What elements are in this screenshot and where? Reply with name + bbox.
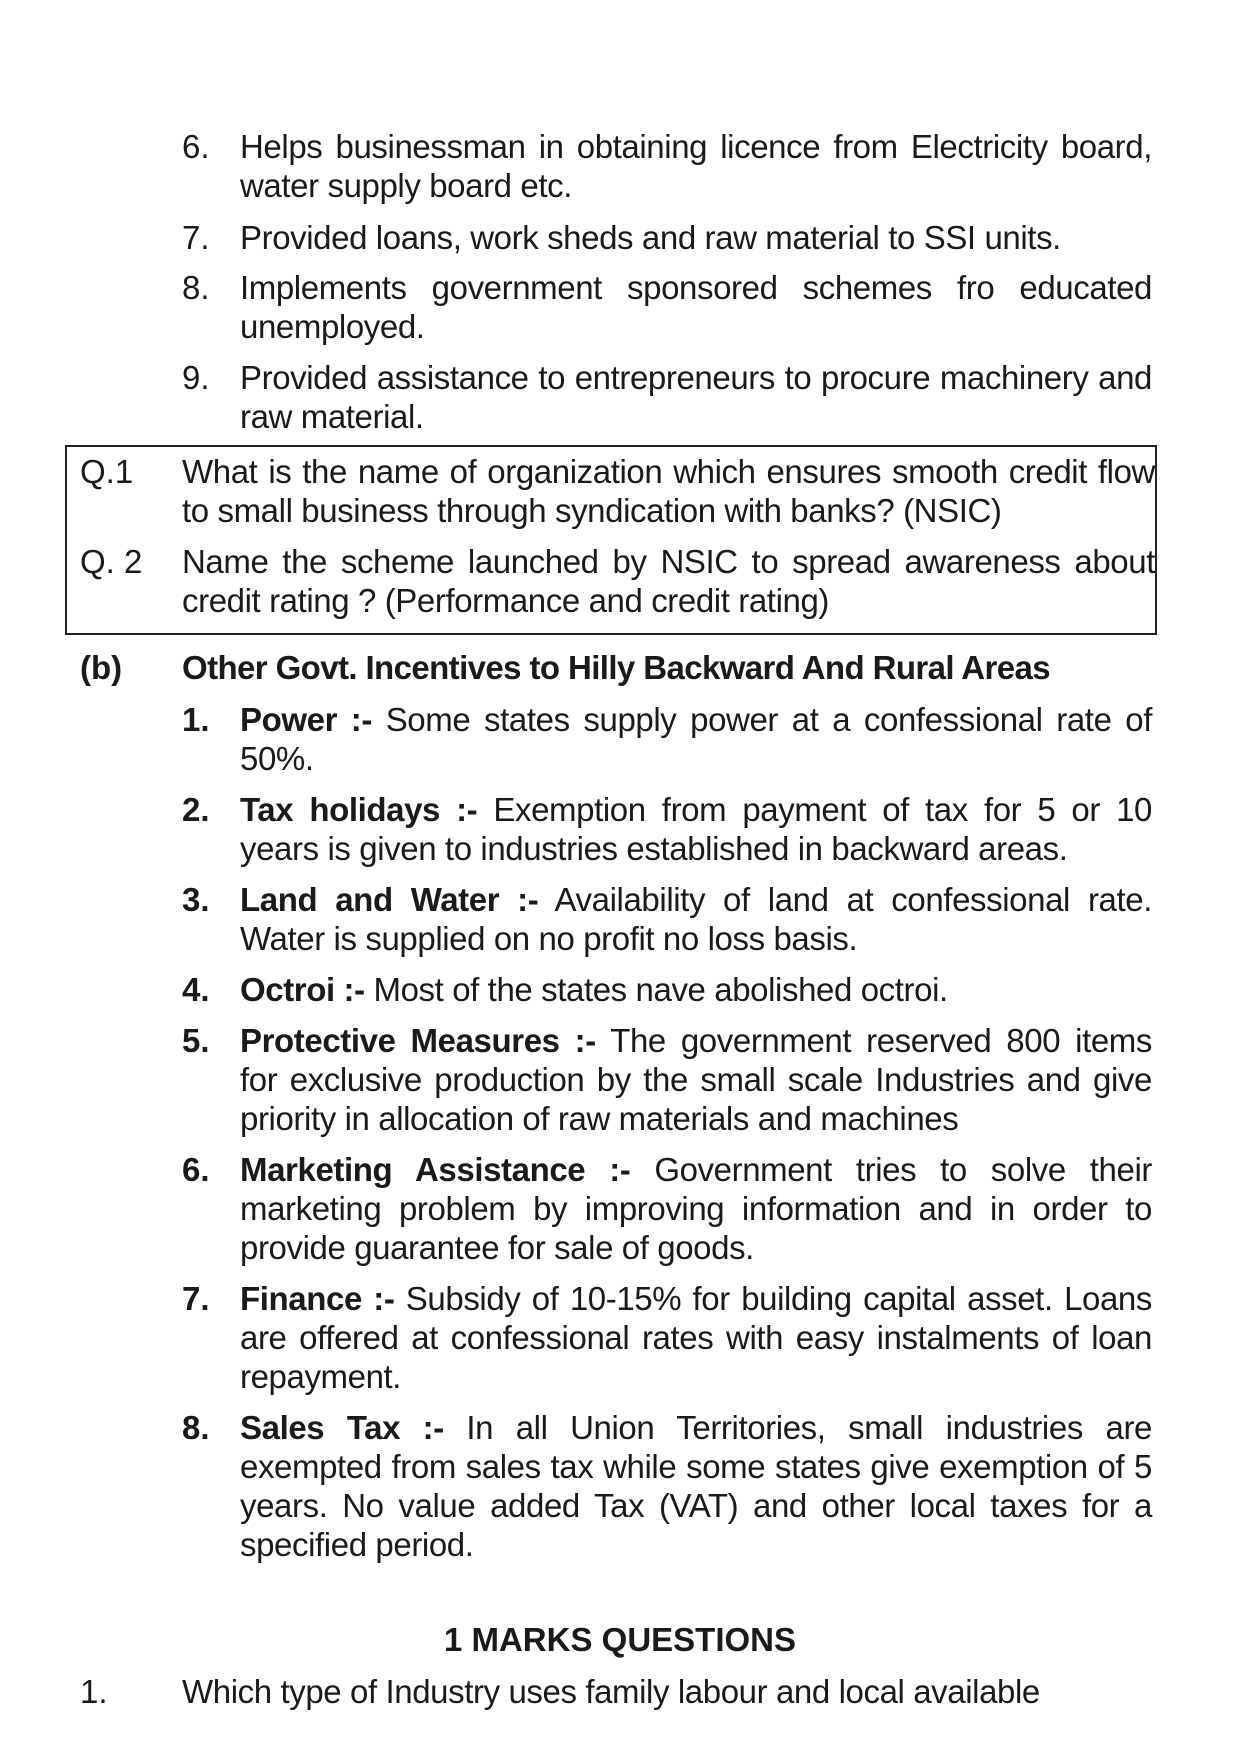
item-body <box>240 970 1152 1009</box>
incentive-item <box>182 1021 1152 1138</box>
incentive-item <box>182 880 1152 958</box>
item-term: Protective Measures :- <box>240 1022 596 1059</box>
list-text: Implements government sponsored schemes fro educated unemployed. <box>240 269 1152 345</box>
list-number: 8. <box>182 269 210 306</box>
item-text: Most of the states nave abolished octroi. <box>373 971 948 1008</box>
list-item <box>182 127 1152 205</box>
item-body <box>240 790 1152 868</box>
question-text: Name the scheme launched by NSIC to spread awareness about credit rating ? (Performance and credit rating) <box>182 543 1155 619</box>
item-term: Finance :- <box>240 1280 395 1317</box>
incentive-item <box>182 1279 1152 1396</box>
incentive-item <box>182 1150 1152 1267</box>
list-number: 7. <box>182 219 210 256</box>
list-item <box>182 218 1152 257</box>
section-b-heading <box>80 648 1155 687</box>
item-text: Exemption from payment of tax for 5 or 10 years is given to industries established in backward areas. <box>240 791 1152 867</box>
question-label: Q. 2 <box>80 543 143 580</box>
item-body <box>240 1150 1152 1267</box>
item-body <box>240 1279 1152 1396</box>
incentive-item <box>182 970 1152 1009</box>
item-number: 2. <box>182 791 210 828</box>
item-body <box>240 1021 1152 1138</box>
item-number: 8. <box>182 1409 210 1446</box>
item-body <box>240 700 1152 778</box>
item-term: Marketing Assistance :- <box>240 1151 631 1188</box>
list-text: Provided assistance to entrepreneurs to procure machinery and raw material. <box>240 359 1152 435</box>
item-term: Land and Water :- <box>240 881 539 918</box>
question-label: Q.1 <box>80 453 134 490</box>
item-text: Some states supply power at a confessional rate of 50%. <box>240 701 1152 777</box>
item-text: Government tries to solve their marketing problem by improving information and in order to provide guarantee for sale of goods. <box>240 1151 1152 1266</box>
item-term: Sales Tax :- <box>240 1409 444 1446</box>
item-number: 1. <box>182 701 210 738</box>
incentive-item <box>182 1408 1152 1564</box>
item-number: 6. <box>182 1151 210 1188</box>
item-number: 7. <box>182 1280 210 1317</box>
list-text: Provided loans, work sheds and raw material to SSI units. <box>240 219 1061 256</box>
item-term: Octroi :- <box>240 971 365 1008</box>
item-text: The government reserved 800 items for exclusive production by the small scale Industries and give priority in allocation of raw materials and machines <box>240 1022 1152 1137</box>
list-number: 6. <box>182 128 210 165</box>
item-number: 3. <box>182 881 210 918</box>
section-title: Other Govt. Incentives to Hilly Backward And Rural Areas <box>182 649 1051 686</box>
item-number: 5. <box>182 1022 210 1059</box>
question-row <box>80 542 1155 620</box>
list-item <box>182 268 1152 346</box>
list-item <box>182 358 1152 436</box>
item-text: In all Union Territories, small industries are exempted from sales tax while some states give exemption of 5 years. No value added Tax (VAT) and other local taxes for a specified period. <box>240 1409 1152 1563</box>
marks-question-text: Which type of Industry uses family labour and local available <box>182 1673 1040 1710</box>
list-number: 9. <box>182 359 210 396</box>
item-term: Tax holidays :- <box>240 791 478 828</box>
list-text: Helps businessman in obtaining licence from Electricity board, water supply board etc. <box>240 128 1152 204</box>
question-text: What is the name of organization which ensures smooth credit flow to small business through syndication with banks? (NSIC) <box>182 453 1155 529</box>
incentive-item <box>182 790 1152 868</box>
section-label: (b) <box>80 649 123 686</box>
marks-question-number: 1. <box>80 1673 108 1710</box>
item-text: Availability of land at confessional rate. Water is supplied on no profit no loss basis. <box>240 881 1152 957</box>
marks-section-title: 1 MARKS QUESTIONS <box>443 1621 797 1658</box>
marks-question-row <box>80 1672 1155 1711</box>
item-text: Subsidy of 10-15% for building capital asset. Loans are offered at confessional rates with easy instalments of loan repayment. <box>240 1280 1152 1395</box>
incentive-item <box>182 700 1152 778</box>
item-body <box>240 880 1152 958</box>
question-row <box>80 452 1155 530</box>
item-number: 4. <box>182 971 210 1008</box>
item-body <box>240 1408 1152 1564</box>
item-term: Power :- <box>240 701 372 738</box>
